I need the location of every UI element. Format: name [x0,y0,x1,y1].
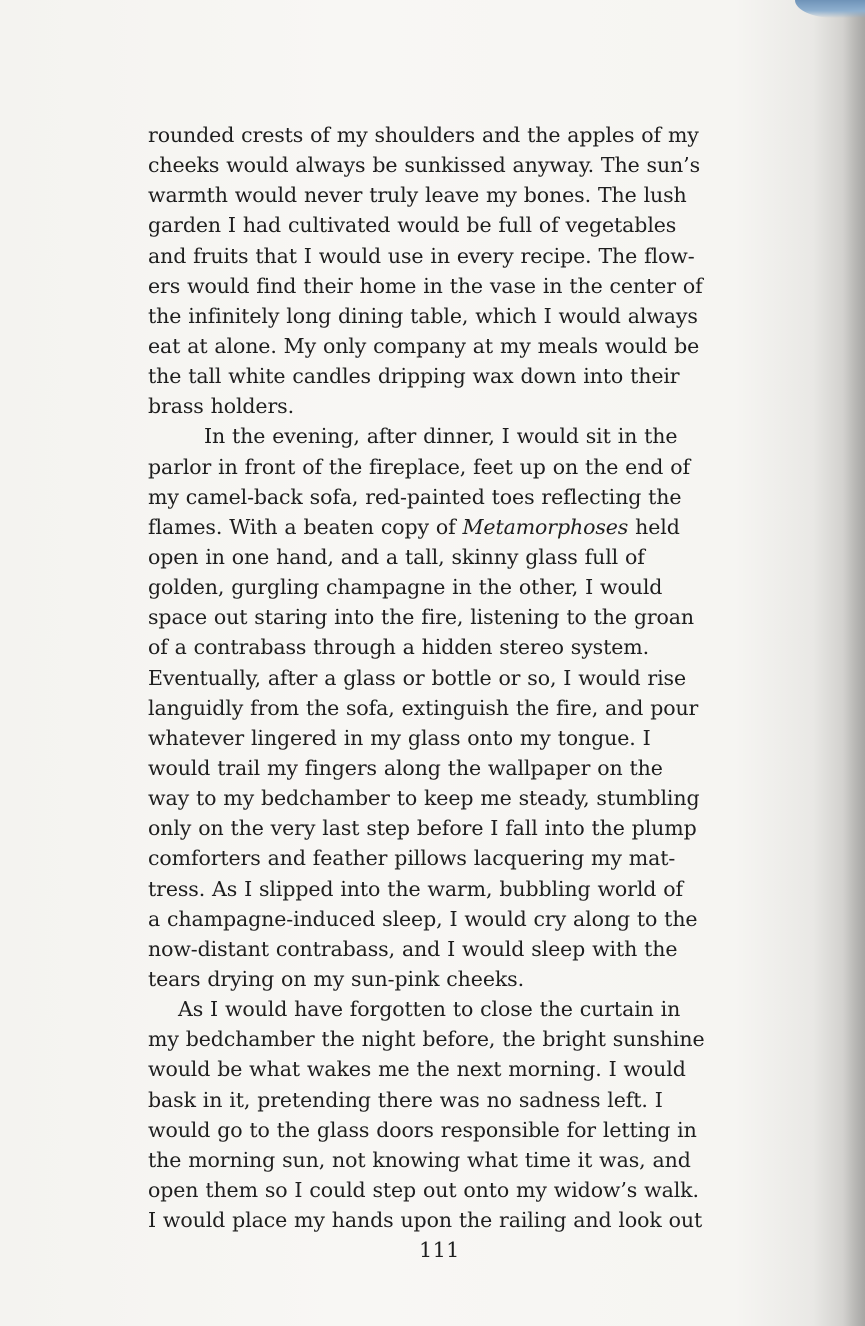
text-line: garden I had cultivated would be full of vegetables [148,213,677,238]
text-line: tress. As I slipped into the warm, bubbling world of [148,876,683,901]
text-line: brass holders. [148,394,294,419]
text-line [148,512,758,542]
text-run: flames. With a beaten copy of [148,514,463,539]
text-line: open them so I could step out onto my widow’s walk. [148,1177,699,1202]
corner-tab-mark [795,0,865,18]
page-number: 111 [419,1238,460,1262]
text-line: the morning sun, not knowing what time it was, and [148,1147,691,1172]
text-line: way to my bedchamber to keep me steady, stumbling [148,786,700,811]
text-line: eat at alone. My only company at my meals would be [148,333,700,358]
text-line: In the evening, after dinner, I would sit in the [204,424,678,449]
text-line: only on the very last step before I fall into the plump [148,816,697,841]
text-line: a champagne-induced sleep, I would cry along to the [148,906,698,931]
text-line: I would place my hands upon the railing and look out [148,1208,703,1233]
text-line: ers would find their home in the vase in the center of [148,273,703,298]
text-line: parlor in front of the fireplace, feet up on the end of [148,454,690,479]
book-title-italic: Metamorphoses [462,514,629,539]
text-line: my camel-back sofa, red-painted toes reflecting the [148,484,682,509]
text-line: tears drying on my sun-pink cheeks. [148,966,525,991]
text-line: would trail my fingers along the wallpaper on the [148,755,663,780]
text-line: would go to the glass doors responsible for letting in [148,1117,697,1142]
text-line: As I would have forgotten to close the curtain in [178,997,681,1022]
text-line: golden, gurgling champagne in the other, I would [148,575,663,600]
text-line: comforters and feather pillows lacquering my mat- [148,846,676,871]
text-line: the tall white candles dripping wax down into their [148,364,680,389]
body-text [148,120,758,1235]
text-line: would be what wakes me the next morning. I would [148,1057,686,1082]
text-line: rounded crests of my shoulders and the apples of my [148,123,699,147]
text-line: whatever lingered in my glass onto my tongue. I [148,725,651,750]
text-line: bask in it, pretending there was no sadness left. I [148,1087,663,1112]
text-run: held [628,514,680,539]
text-line: of a contrabass through a hidden stereo system. [148,635,650,660]
text-line: languidly from the sofa, extinguish the fire, and pour [148,695,699,720]
text-line: warmth would never truly leave my bones. The lush [148,183,687,208]
text-line: and fruits that I would use in every recipe. The flow- [148,243,695,268]
text-line: open in one hand, and a tall, skinny glass full of [148,544,645,569]
text-line: my bedchamber the night before, the bright sunshine [148,1027,705,1052]
text-line: cheeks would always be sunkissed anyway. The sun’s [148,153,701,178]
text-line: Eventually, after a glass or bottle or so, I would rise [148,665,687,690]
text-line: space out staring into the fire, listening to the groan [148,605,695,630]
spine-shadow [843,0,865,1326]
text-line: now-distant contrabass, and I would sleep with the [148,936,678,961]
text-line: the infinitely long dining table, which I would always [148,303,698,328]
